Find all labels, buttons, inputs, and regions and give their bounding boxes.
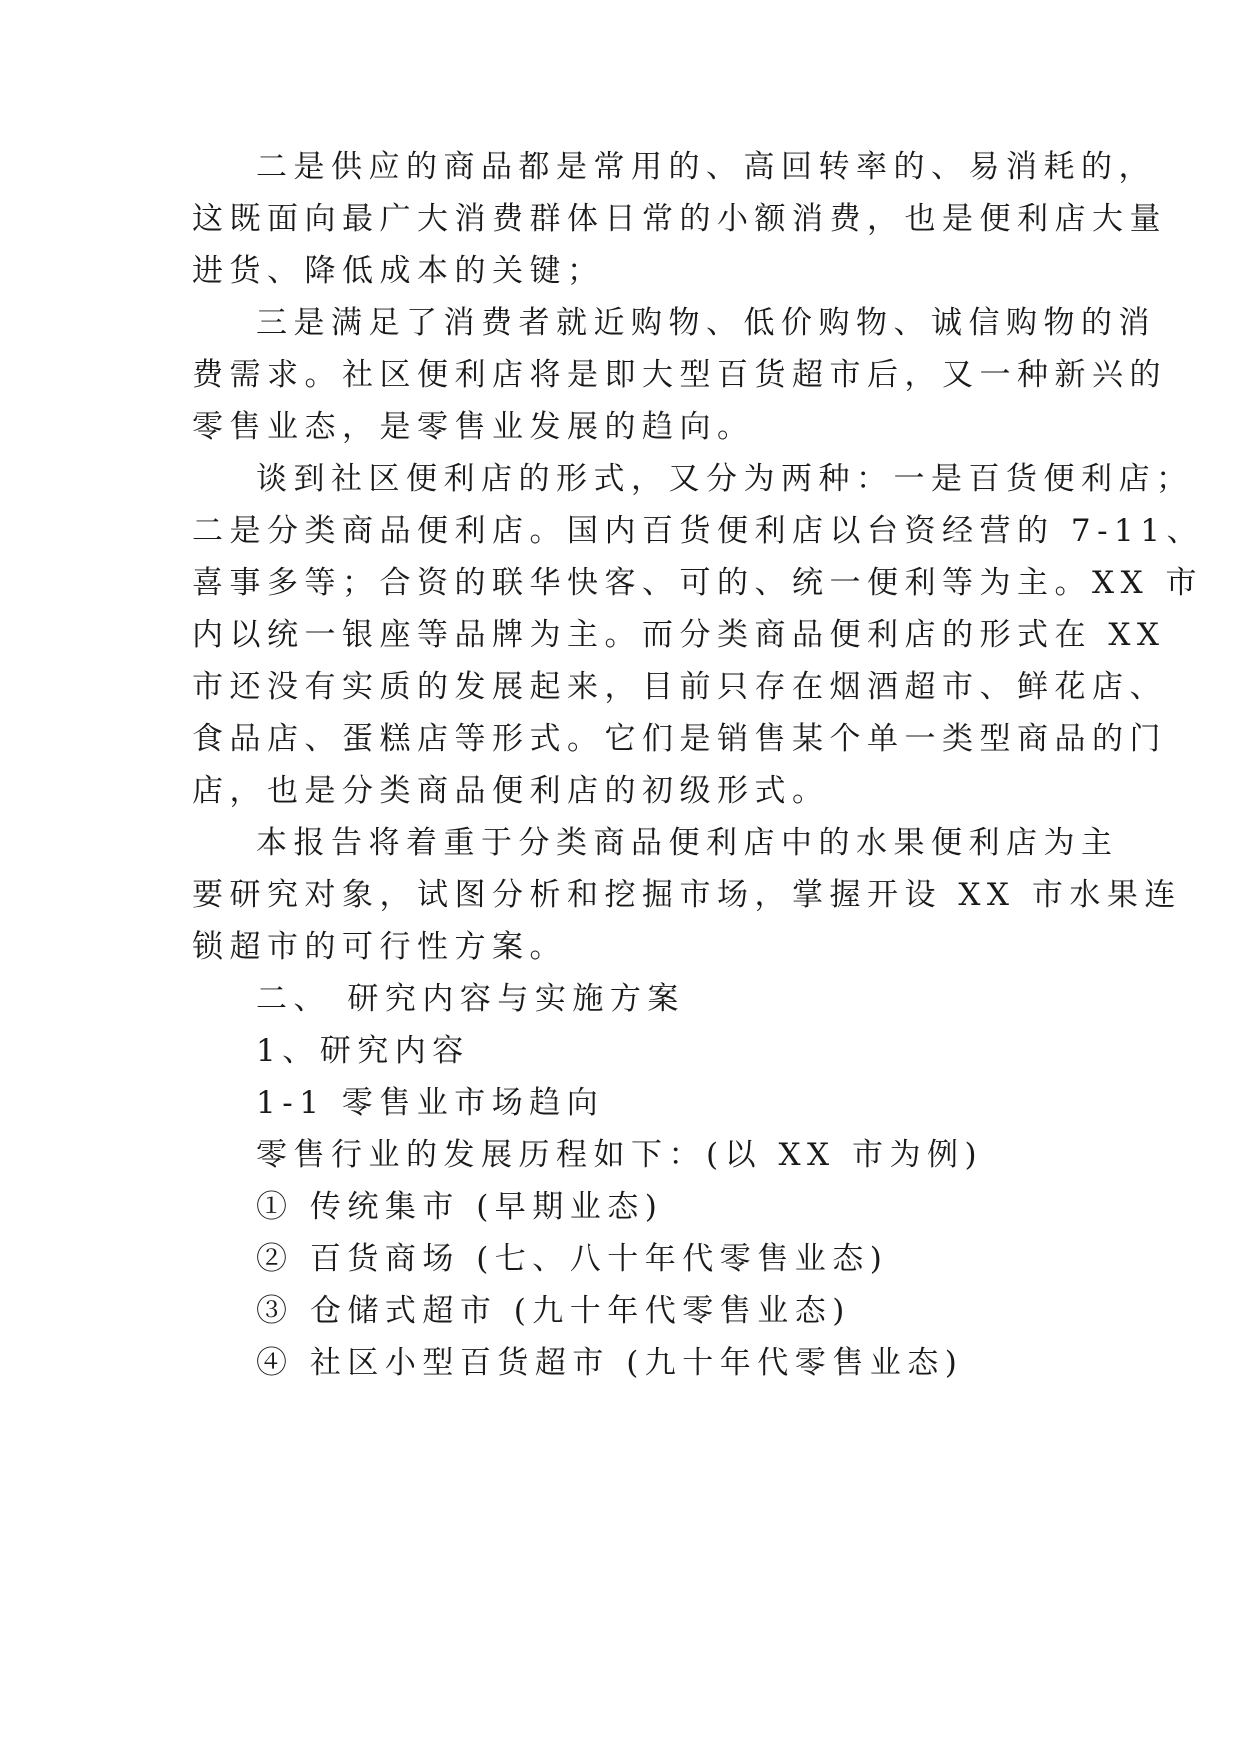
- paragraph-line: 这既面向最广大消费群体日常的小额消费，也是便利店大量: [192, 201, 1167, 237]
- paragraph-line: 内以统一银座等品牌为主。而分类商品便利店的形式在 XX: [192, 617, 1166, 653]
- paragraph-line: 零售行业的发展历程如下：(以 XX 市为例): [256, 1137, 984, 1173]
- paragraph-line: 费需求。社区便利店将是即大型百货超市后，又一种新兴的: [192, 357, 1167, 393]
- paragraph-line: 三是满足了消费者就近购物、低价购物、诚信购物的消: [256, 305, 1156, 341]
- paragraph-line: 二是供应的商品都是常用的、高回转率的、易消耗的，: [256, 149, 1156, 185]
- paragraph-line: 零售业态，是零售业发展的趋向。: [192, 409, 755, 445]
- list-item: ④ 社区小型百货超市 (九十年代零售业态): [256, 1345, 964, 1381]
- paragraph-line: 食品店、蛋糕店等形式。它们是销售某个单一类型商品的门: [192, 721, 1167, 757]
- paragraph-line: 本报告将着重于分类商品便利店中的水果便利店为主: [256, 825, 1119, 861]
- paragraph-line: 二是分类商品便利店。国内百货便利店以台资经营的 7-11、: [192, 513, 1204, 549]
- section-heading: 二、 研究内容与实施方案: [256, 981, 685, 1017]
- paragraph-line: 锁超市的可行性方案。: [192, 929, 567, 965]
- list-item: ② 百货商场 (七、八十年代零售业态): [256, 1241, 889, 1277]
- paragraph-line: 谈到社区便利店的形式，又分为两种：一是百货便利店；: [256, 461, 1194, 497]
- paragraph-line: 市还没有实质的发展起来，目前只存在烟酒超市、鲜花店、: [192, 669, 1167, 705]
- list-item: ③ 仓储式超市 (九十年代零售业态): [256, 1293, 851, 1329]
- list-item: ① 传统集市 (早期业态): [256, 1189, 664, 1225]
- paragraph-line: 喜事多等；合资的联华快客、可的、统一便利等为主。XX 市: [192, 565, 1203, 601]
- subsection-heading: 1-1 零售业市场趋向: [256, 1085, 605, 1121]
- paragraph-line: 店，也是分类商品便利店的初级形式。: [192, 773, 830, 809]
- paragraph-line: 要研究对象，试图分析和挖掘市场，掌握开设 XX 市水果连: [192, 877, 1182, 913]
- paragraph-line: 进货、降低成本的关键；: [192, 253, 605, 289]
- subsection-heading: 1、研究内容: [256, 1033, 470, 1069]
